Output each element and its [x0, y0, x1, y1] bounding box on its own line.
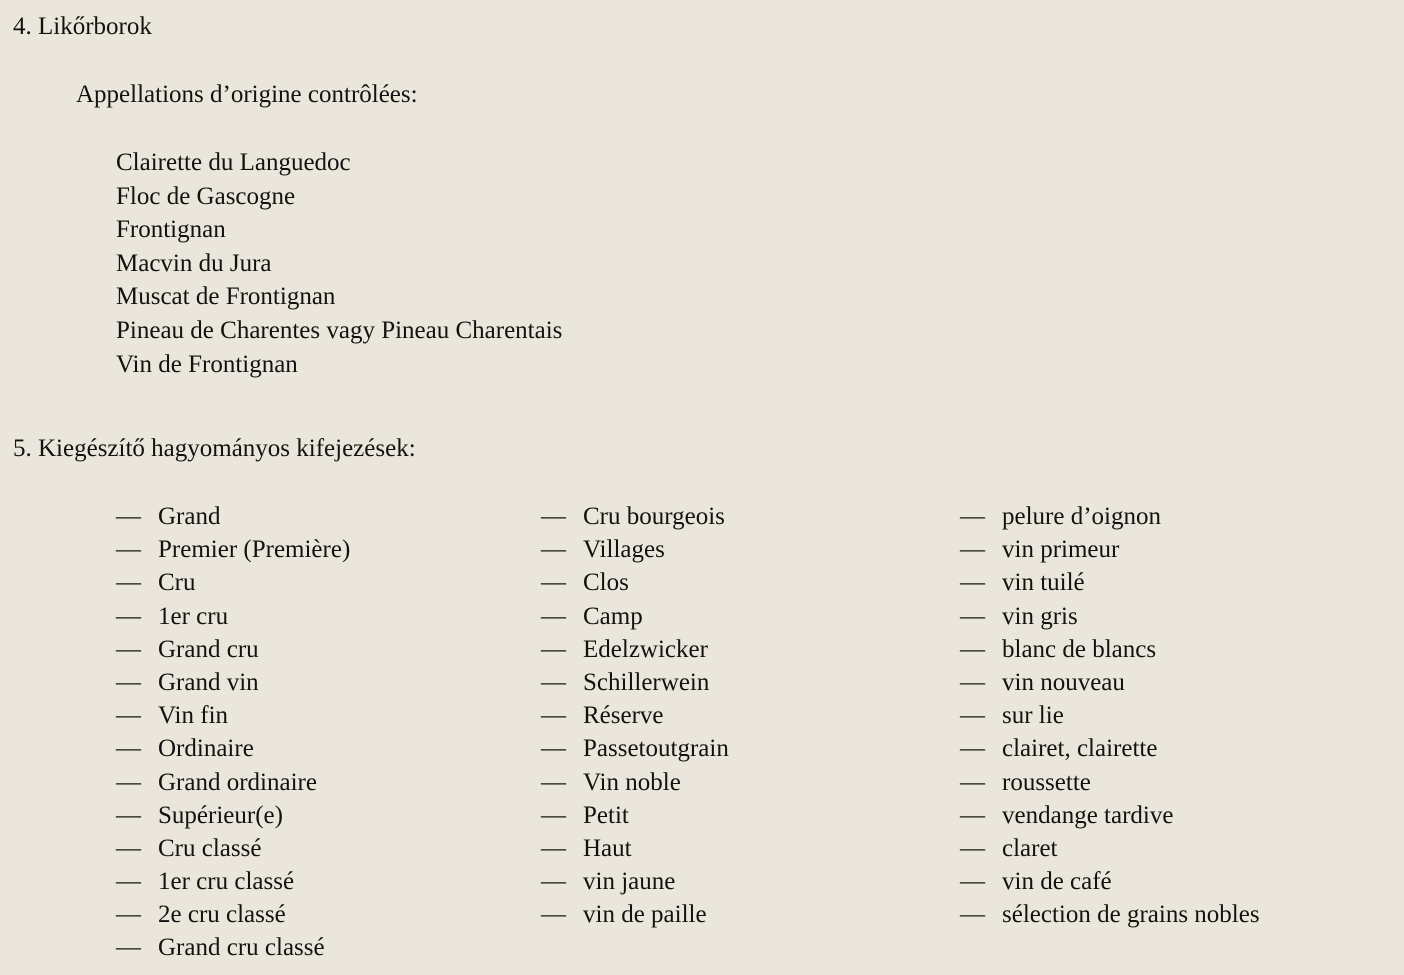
- term: clairet, clairette: [1002, 735, 1158, 763]
- list-item: [541, 865, 729, 898]
- dash: —: [541, 668, 566, 696]
- dash: —: [541, 569, 566, 597]
- list-item: [541, 500, 729, 533]
- list-item: [960, 766, 1260, 799]
- list-item: [960, 832, 1260, 865]
- dash: —: [541, 901, 566, 929]
- terms-column-2: [541, 500, 729, 931]
- term: Haut: [583, 834, 632, 862]
- list-item: [541, 566, 729, 599]
- dash: —: [116, 668, 141, 696]
- term: vendange tardive: [1002, 801, 1174, 829]
- term: Premier (Première): [158, 536, 351, 564]
- term: vin gris: [1002, 602, 1078, 630]
- dash: —: [960, 503, 985, 530]
- term: Cru classé: [158, 834, 262, 862]
- term: vin de paille: [583, 901, 707, 929]
- term: Vin fin: [158, 702, 229, 730]
- dash: —: [960, 569, 985, 597]
- list-item: [541, 666, 729, 699]
- term: Grand cru: [158, 635, 259, 663]
- list-item: [541, 600, 729, 633]
- dash: —: [960, 735, 985, 763]
- dash: —: [960, 602, 985, 630]
- term: vin de café: [1002, 868, 1112, 896]
- list-item: [960, 865, 1260, 898]
- term: Passetoutgrain: [583, 735, 729, 763]
- term: vin tuilé: [1002, 569, 1085, 597]
- list-item: Floc de Gascogne: [116, 182, 296, 210]
- term: Schillerwein: [583, 668, 710, 696]
- term: Villages: [583, 536, 665, 564]
- list-item: [541, 533, 729, 566]
- dash: —: [960, 635, 985, 663]
- dash: —: [116, 602, 141, 630]
- list-item: [960, 500, 1260, 533]
- list-item: Muscat de Frontignan: [116, 283, 336, 311]
- dash: —: [116, 702, 141, 730]
- term: Camp: [583, 602, 643, 630]
- term: roussette: [1002, 768, 1091, 796]
- term: Edelzwicker: [583, 635, 708, 663]
- aoc-list: [116, 146, 562, 381]
- dash: —: [541, 801, 566, 829]
- dash: —: [116, 901, 141, 929]
- term: claret: [1002, 834, 1058, 862]
- list-item: Frontignan: [116, 216, 226, 244]
- term: Cru bourgeois: [583, 503, 725, 530]
- list-item: [116, 799, 350, 832]
- list-item: [960, 898, 1260, 931]
- aoc-subheading: Appellations d’origine contrôlées:: [76, 81, 418, 108]
- dash: —: [116, 868, 141, 896]
- list-item: [960, 566, 1260, 599]
- list-item: [541, 732, 729, 765]
- dash: —: [960, 901, 985, 929]
- list-item: [541, 799, 729, 832]
- list-item: Macvin du Jura: [116, 249, 272, 277]
- dash: —: [541, 834, 566, 862]
- term: sélection de grains nobles: [1002, 901, 1260, 929]
- dash: —: [960, 868, 985, 896]
- dash: —: [541, 536, 566, 564]
- term: Grand cru classé: [158, 934, 325, 962]
- list-item: [116, 898, 350, 931]
- term: Petit: [583, 801, 629, 829]
- term: Ordinaire: [158, 735, 254, 763]
- dash: —: [116, 934, 141, 962]
- term: Grand vin: [158, 668, 259, 696]
- list-item: [116, 832, 350, 865]
- dash: —: [541, 735, 566, 763]
- list-item: Vin de Frontignan: [116, 350, 298, 378]
- list-item: Pineau de Charentes vagy Pineau Charentais: [116, 316, 563, 344]
- term: pelure d’oignon: [1002, 503, 1161, 530]
- dash: —: [960, 834, 985, 862]
- term: Réserve: [583, 702, 664, 730]
- dash: —: [541, 868, 566, 896]
- list-item: [116, 699, 350, 732]
- dash: —: [541, 503, 566, 530]
- list-item: [116, 566, 350, 599]
- dash: —: [541, 768, 566, 796]
- term: blanc de blancs: [1002, 635, 1157, 663]
- terms-column-1: [116, 500, 350, 965]
- list-item: [960, 633, 1260, 666]
- dash: —: [116, 503, 141, 530]
- list-item: [541, 699, 729, 732]
- term: Supérieur(e): [158, 801, 283, 829]
- list-item: [541, 766, 729, 799]
- dash: —: [116, 735, 141, 763]
- dash: —: [541, 702, 566, 730]
- term: 1er cru classé: [158, 868, 295, 896]
- list-item: [116, 865, 350, 898]
- list-item: Clairette du Languedoc: [116, 149, 351, 176]
- dash: —: [116, 536, 141, 564]
- term: Clos: [583, 569, 629, 597]
- term: 2e cru classé: [158, 901, 286, 929]
- list-item: [116, 666, 350, 699]
- term: sur lie: [1002, 702, 1064, 730]
- list-item: [116, 732, 350, 765]
- term: 1er cru: [158, 602, 229, 630]
- list-item: [960, 732, 1260, 765]
- section-5-heading: 5. Kiegészítő hagyományos kifejezések:: [13, 435, 416, 462]
- dash: —: [960, 702, 985, 730]
- dash: —: [116, 569, 141, 597]
- dash: —: [541, 602, 566, 630]
- list-item: [960, 533, 1260, 566]
- list-item: [116, 931, 350, 964]
- list-item: [960, 600, 1260, 633]
- list-item: [116, 633, 350, 666]
- list-item: [116, 500, 350, 533]
- dash: —: [960, 668, 985, 696]
- list-item: [541, 898, 729, 931]
- list-item: [116, 766, 350, 799]
- dash: —: [116, 635, 141, 663]
- dash: —: [116, 801, 141, 829]
- terms-column-3: [960, 500, 1260, 931]
- term: vin primeur: [1002, 536, 1120, 564]
- dash: —: [960, 536, 985, 564]
- term: Grand ordinaire: [158, 768, 317, 796]
- dash: —: [960, 801, 985, 829]
- term: Grand: [158, 503, 221, 530]
- list-item: [960, 666, 1260, 699]
- list-item: [116, 600, 350, 633]
- section-4-heading: 4. Likőrborok: [13, 13, 152, 40]
- term: Cru: [158, 569, 196, 597]
- list-item: [541, 832, 729, 865]
- dash: —: [116, 834, 141, 862]
- dash: —: [116, 768, 141, 796]
- dash: —: [960, 768, 985, 796]
- term: vin jaune: [583, 868, 676, 896]
- term: vin nouveau: [1002, 668, 1125, 696]
- list-item: [960, 699, 1260, 732]
- term: Vin noble: [583, 768, 681, 796]
- list-item: [960, 799, 1260, 832]
- list-item: [116, 533, 350, 566]
- list-item: [541, 633, 729, 666]
- dash: —: [541, 635, 566, 663]
